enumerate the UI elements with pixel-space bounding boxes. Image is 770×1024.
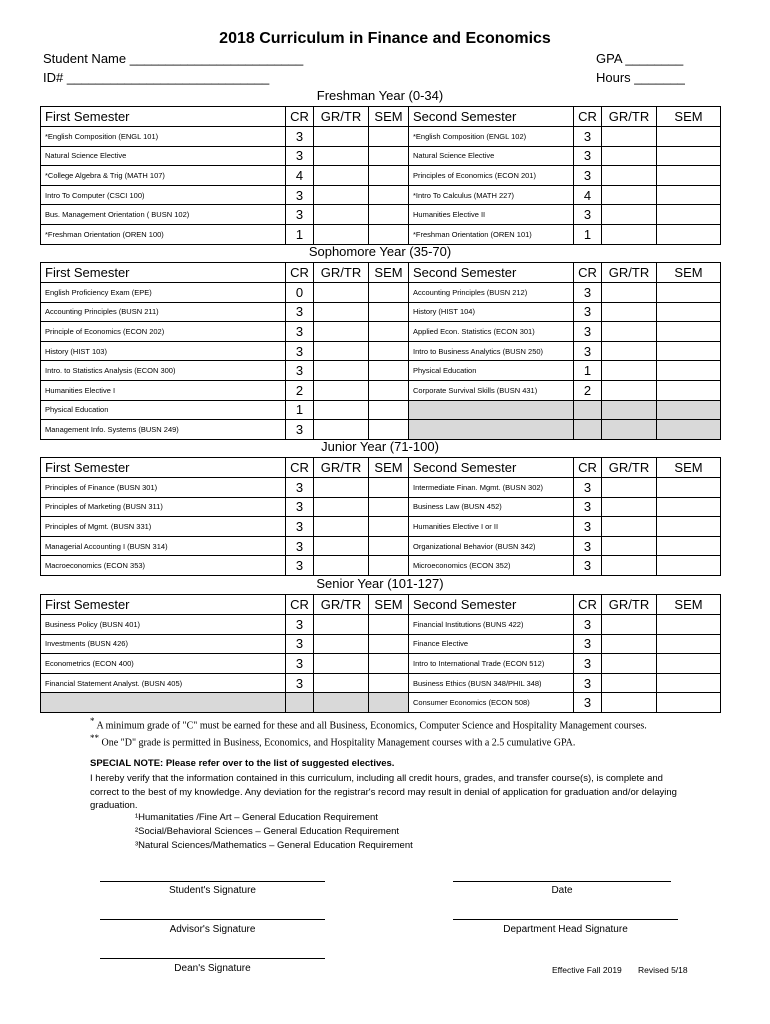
grade-cell[interactable] (602, 380, 657, 400)
credit-hours: 3 (574, 615, 602, 635)
grade-cell[interactable] (314, 478, 369, 498)
grade-cell[interactable] (314, 127, 369, 147)
credit-hours: 3 (286, 302, 314, 322)
credit-hours: 3 (574, 654, 602, 674)
cr-header: CR (574, 107, 602, 127)
credit-hours: 3 (286, 556, 314, 576)
sem-header: SEM (369, 263, 409, 283)
cr-header: CR (286, 107, 314, 127)
grade-cell[interactable] (314, 302, 369, 322)
credit-hours: 3 (286, 634, 314, 654)
grade-cell[interactable] (314, 283, 369, 303)
course-name: Microeconomics (ECON 352) (409, 556, 574, 576)
course-name: Intro. to Statistics Analysis (ECON 300) (41, 361, 286, 381)
semester-cell[interactable] (657, 361, 721, 381)
grade-cell[interactable] (314, 224, 369, 244)
sem-header: SEM (657, 595, 721, 615)
credit-hours: 1 (286, 400, 314, 420)
grade-cell[interactable] (314, 497, 369, 517)
footnote-humanities: ¹Humanitaties /Fine Art – General Education Requirement (135, 812, 378, 823)
semester-cell[interactable] (369, 420, 409, 440)
credit-hours (286, 693, 314, 713)
semester-cell[interactable] (369, 654, 409, 674)
grtr-header: GR/TR (314, 458, 369, 478)
dept-head-signature-label: Department Head Signature (503, 924, 628, 935)
semester-cell[interactable] (657, 673, 721, 693)
gpa-field[interactable]: GPA ________ (596, 51, 684, 66)
course-name: Finance Elective (409, 634, 574, 654)
credit-hours: 1 (574, 224, 602, 244)
cr-header: CR (286, 595, 314, 615)
semester-cell[interactable] (369, 185, 409, 205)
grade-cell[interactable] (314, 400, 369, 420)
table-row (41, 693, 721, 713)
course-name: Humanities Elective II (409, 205, 574, 225)
table-row (41, 556, 721, 576)
credit-hours (574, 420, 602, 440)
credit-hours: 1 (286, 224, 314, 244)
course-name (409, 420, 574, 440)
course-name: History (HIST 103) (41, 341, 286, 361)
course-name: Managerial Accounting I (BUSN 314) (41, 536, 286, 556)
revised-date: Revised 5/18 (638, 965, 688, 975)
hours-field[interactable]: Hours _______ (596, 70, 685, 85)
course-name: Corporate Survival Skills (BUSN 431) (409, 380, 574, 400)
course-name: Management Info. Systems (BUSN 249) (41, 420, 286, 440)
cr-header: CR (286, 458, 314, 478)
table-row (41, 302, 721, 322)
course-name: Principles of Mgmt. (BUSN 331) (41, 517, 286, 537)
credit-hours: 3 (286, 185, 314, 205)
semester-cell[interactable] (369, 400, 409, 420)
table-row (41, 536, 721, 556)
grade-cell[interactable] (602, 420, 657, 440)
footnote-social: ²Social/Behavioral Sciences – General Education Requirement (135, 826, 400, 837)
year-title-freshman: Freshman Year (0-34) (316, 88, 444, 103)
semester-cell[interactable] (369, 497, 409, 517)
course-name: Physical Education (41, 400, 286, 420)
course-name: Physical Education (409, 361, 574, 381)
grade-cell[interactable] (314, 185, 369, 205)
credit-hours: 2 (574, 380, 602, 400)
semester-cell[interactable] (657, 556, 721, 576)
grade-cell[interactable] (602, 693, 657, 713)
semester-cell[interactable] (657, 322, 721, 342)
credit-hours: 3 (286, 205, 314, 225)
course-name: Natural Science Elective (41, 146, 286, 166)
cr-header: CR (574, 458, 602, 478)
table-row (41, 205, 721, 225)
credit-hours: 3 (574, 673, 602, 693)
grade-cell[interactable] (314, 615, 369, 635)
course-name: Financial Institutions (BUNS 422) (409, 615, 574, 635)
semester-cell[interactable] (657, 341, 721, 361)
semester-table-sophomore (40, 262, 721, 440)
course-name: *English Composition (ENGL 102) (409, 127, 574, 147)
credit-hours: 3 (574, 166, 602, 186)
semester-cell[interactable] (657, 146, 721, 166)
table-row (41, 478, 721, 498)
credit-hours: 3 (574, 127, 602, 147)
table-row (41, 634, 721, 654)
grade-cell[interactable] (602, 673, 657, 693)
credit-hours: 3 (286, 420, 314, 440)
grade-cell[interactable] (314, 556, 369, 576)
semester-cell[interactable] (369, 634, 409, 654)
first-semester-header: First Semester (41, 263, 286, 283)
course-name: *Freshman Orientation (OREN 100) (41, 224, 286, 244)
semester-cell[interactable] (369, 556, 409, 576)
semester-cell[interactable] (369, 478, 409, 498)
semester-table-senior (40, 594, 721, 713)
grade-cell[interactable] (602, 146, 657, 166)
sem-header: SEM (657, 107, 721, 127)
table-row (41, 673, 721, 693)
credit-hours: 3 (574, 322, 602, 342)
date-label: Date (551, 885, 573, 896)
table-row (41, 146, 721, 166)
course-name: Macroeconomics (ECON 353) (41, 556, 286, 576)
advisor-signature-line[interactable] (100, 919, 325, 920)
credit-hours: 3 (574, 634, 602, 654)
credit-hours: 3 (286, 654, 314, 674)
id-field[interactable]: ID# ____________________________ (43, 70, 270, 85)
year-title-junior: Junior Year (71-100) (321, 439, 439, 454)
course-name: Business Ethics (BUSN 348/PHIL 348) (409, 673, 574, 693)
grade-cell[interactable] (314, 693, 369, 713)
semester-cell[interactable] (369, 166, 409, 186)
first-semester-header: First Semester (41, 458, 286, 478)
course-name: Accounting Principles (BUSN 212) (409, 283, 574, 303)
course-name: Natural Science Elective (409, 146, 574, 166)
semester-cell[interactable] (657, 185, 721, 205)
credit-hours: 3 (286, 341, 314, 361)
table-row (41, 185, 721, 205)
semester-cell[interactable] (657, 654, 721, 674)
semester-cell[interactable] (369, 224, 409, 244)
semester-cell[interactable] (369, 361, 409, 381)
table-row (41, 654, 721, 674)
table-row (41, 283, 721, 303)
semester-cell[interactable] (369, 205, 409, 225)
semester-cell[interactable] (369, 283, 409, 303)
semester-cell[interactable] (657, 420, 721, 440)
semester-cell[interactable] (657, 224, 721, 244)
credit-hours: 4 (286, 166, 314, 186)
credit-hours: 3 (574, 302, 602, 322)
table-row (41, 322, 721, 342)
grade-notes (90, 715, 690, 750)
table-row (41, 615, 721, 635)
sem-header: SEM (657, 263, 721, 283)
course-name: Investments (BUSN 426) (41, 634, 286, 654)
semester-cell[interactable] (657, 497, 721, 517)
year-title-sophomore: Sophomore Year (35-70) (308, 244, 452, 259)
course-name: English Proficiency Exam (EPE) (41, 283, 286, 303)
course-name: Intro To Computer (CSCI 100) (41, 185, 286, 205)
course-name: Principles of Economics (ECON 201) (409, 166, 574, 186)
grade-cell[interactable] (602, 224, 657, 244)
student-name-field[interactable]: Student Name ________________________ (43, 51, 304, 66)
credit-hours (574, 400, 602, 420)
double-star-mark: ** (90, 733, 99, 744)
grade-cell[interactable] (602, 283, 657, 303)
credit-hours: 3 (286, 146, 314, 166)
table-row (41, 400, 721, 420)
grade-cell[interactable] (602, 478, 657, 498)
course-name (41, 693, 286, 713)
course-name: Principles of Marketing (BUSN 311) (41, 497, 286, 517)
grade-cell[interactable] (314, 517, 369, 537)
semester-cell[interactable] (657, 536, 721, 556)
credit-hours: 3 (286, 517, 314, 537)
table-row (41, 341, 721, 361)
cr-header: CR (574, 263, 602, 283)
grade-cell[interactable] (602, 400, 657, 420)
credit-hours: 3 (574, 341, 602, 361)
second-semester-header: Second Semester (409, 107, 574, 127)
table-row (41, 380, 721, 400)
double-star-note: One "D" grade is permitted in Business, Economics, and Hospitality Management courses with a 2.5 cumulative GPA. (99, 737, 576, 749)
effective-date: Effective Fall 2019 (552, 965, 622, 975)
grade-cell[interactable] (314, 341, 369, 361)
grtr-header: GR/TR (314, 107, 369, 127)
grade-cell[interactable] (602, 205, 657, 225)
grade-cell[interactable] (602, 322, 657, 342)
credit-hours: 1 (574, 361, 602, 381)
course-name: Econometrics (ECON 400) (41, 654, 286, 674)
semester-cell[interactable] (657, 615, 721, 635)
course-name: Intro to International Trade (ECON 512) (409, 654, 574, 674)
table-row (41, 497, 721, 517)
grade-cell[interactable] (314, 322, 369, 342)
table-row (41, 127, 721, 147)
semester-cell[interactable] (657, 166, 721, 186)
grade-cell[interactable] (602, 556, 657, 576)
semester-cell[interactable] (369, 693, 409, 713)
course-name: Business Law (BUSN 452) (409, 497, 574, 517)
grtr-header: GR/TR (314, 595, 369, 615)
grtr-header: GR/TR (602, 458, 657, 478)
semester-cell[interactable] (369, 341, 409, 361)
year-title-senior: Senior Year (101-127) (316, 576, 444, 591)
course-name: Financial Statement Analyst. (BUSN 405) (41, 673, 286, 693)
grade-cell[interactable] (602, 166, 657, 186)
grade-cell[interactable] (602, 302, 657, 322)
course-name: Business Policy (BUSN 401) (41, 615, 286, 635)
course-name: Humanities Elective I or II (409, 517, 574, 537)
table-row (41, 224, 721, 244)
course-name: *Freshman Orientation (OREN 101) (409, 224, 574, 244)
credit-hours: 3 (574, 283, 602, 303)
grade-cell[interactable] (602, 634, 657, 654)
credit-hours: 3 (286, 322, 314, 342)
first-semester-header: First Semester (41, 107, 286, 127)
cr-header: CR (574, 595, 602, 615)
semester-cell[interactable] (657, 400, 721, 420)
semester-cell[interactable] (657, 205, 721, 225)
credit-hours: 3 (286, 615, 314, 635)
sem-header: SEM (369, 107, 409, 127)
course-name: *English Composition (ENGL 101) (41, 127, 286, 147)
grade-cell[interactable] (602, 185, 657, 205)
grade-cell[interactable] (602, 361, 657, 381)
semester-cell[interactable] (369, 615, 409, 635)
footnote-natural: ³Natural Sciences/Mathematics – General Education Requirement (135, 840, 413, 851)
semester-cell[interactable] (657, 380, 721, 400)
date-line[interactable] (453, 881, 671, 882)
semester-table-freshman (40, 106, 721, 245)
special-note: SPECIAL NOTE: Please refer over to the list of suggested electives. (90, 758, 395, 769)
semester-cell[interactable] (369, 322, 409, 342)
semester-cell[interactable] (369, 146, 409, 166)
credit-hours: 3 (574, 693, 602, 713)
grade-cell[interactable] (314, 673, 369, 693)
credit-hours: 4 (574, 185, 602, 205)
credit-hours: 0 (286, 283, 314, 303)
table-row (41, 420, 721, 440)
document-title: 2018 Curriculum in Finance and Economics (219, 30, 551, 47)
semester-cell[interactable] (657, 634, 721, 654)
course-name: Principle of Economics (ECON 202) (41, 322, 286, 342)
course-name: Accounting Principles (BUSN 211) (41, 302, 286, 322)
semester-table-junior (40, 457, 721, 576)
grade-cell[interactable] (602, 497, 657, 517)
sem-header: SEM (369, 595, 409, 615)
semester-cell[interactable] (369, 536, 409, 556)
semester-cell[interactable] (657, 478, 721, 498)
sem-header: SEM (657, 458, 721, 478)
grade-cell[interactable] (602, 654, 657, 674)
second-semester-header: Second Semester (409, 458, 574, 478)
table-row (41, 517, 721, 537)
grade-cell[interactable] (314, 654, 369, 674)
grade-cell[interactable] (602, 127, 657, 147)
second-semester-header: Second Semester (409, 263, 574, 283)
semester-cell[interactable] (657, 517, 721, 537)
star-mark: * (90, 716, 95, 726)
grade-cell[interactable] (314, 361, 369, 381)
star-note: A minimum grade of "C" must be earned for these and all Business, Economics, Computer Science and Hospitality Management courses. (94, 720, 647, 732)
semester-cell[interactable] (657, 127, 721, 147)
grade-cell[interactable] (314, 380, 369, 400)
grade-cell[interactable] (314, 420, 369, 440)
semester-cell[interactable] (657, 302, 721, 322)
course-name: Intermediate Finan. Mgmt. (BUSN 302) (409, 478, 574, 498)
dept-head-signature-line[interactable] (453, 919, 678, 920)
grade-cell[interactable] (314, 634, 369, 654)
course-name: Intro to Business Analytics (BUSN 250) (409, 341, 574, 361)
dean-signature-line[interactable] (100, 958, 325, 959)
semester-cell[interactable] (369, 302, 409, 322)
credit-hours: 3 (286, 497, 314, 517)
course-name: Organizational Behavior (BUSN 342) (409, 536, 574, 556)
semester-cell[interactable] (369, 673, 409, 693)
cr-header: CR (286, 263, 314, 283)
grade-cell[interactable] (602, 615, 657, 635)
grade-cell[interactable] (314, 205, 369, 225)
course-name: *College Algebra & Trig (MATH 107) (41, 166, 286, 186)
course-name: History (HIST 104) (409, 302, 574, 322)
grade-cell[interactable] (314, 536, 369, 556)
credit-hours: 3 (574, 536, 602, 556)
semester-cell[interactable] (657, 283, 721, 303)
grade-cell[interactable] (602, 341, 657, 361)
grtr-header: GR/TR (602, 263, 657, 283)
table-row (41, 166, 721, 186)
credit-hours: 3 (286, 127, 314, 147)
student-signature-line[interactable] (100, 881, 325, 882)
grade-cell[interactable] (602, 517, 657, 537)
course-name: Principles of Finance (BUSN 301) (41, 478, 286, 498)
course-name (409, 400, 574, 420)
grade-cell[interactable] (314, 146, 369, 166)
semester-cell[interactable] (657, 693, 721, 713)
semester-cell[interactable] (369, 517, 409, 537)
grtr-header: GR/TR (314, 263, 369, 283)
credit-hours: 3 (574, 556, 602, 576)
grtr-header: GR/TR (602, 595, 657, 615)
credit-hours: 3 (286, 673, 314, 693)
table-row (41, 361, 721, 381)
credit-hours: 3 (286, 536, 314, 556)
credit-hours: 3 (286, 361, 314, 381)
course-name: Bus. Management Orientation ( BUSN 102) (41, 205, 286, 225)
credit-hours: 3 (286, 478, 314, 498)
credit-hours: 3 (574, 497, 602, 517)
credit-hours: 2 (286, 380, 314, 400)
credit-hours: 3 (574, 517, 602, 537)
verification-statement: I hereby verify that the information contained in this curriculum, including all credit hours, grades, and transfer course(s), is complete and correct to the best of my knowledge. Any deviation for the registrar's record may result in denial of application for graduation and/or delaying graduation. (90, 773, 677, 811)
student-signature-label: Student's Signature (169, 885, 256, 896)
grtr-header: GR/TR (602, 107, 657, 127)
course-name: Consumer Economics (ECON 508) (409, 693, 574, 713)
course-name: Applied Econ. Statistics (ECON 301) (409, 322, 574, 342)
credit-hours: 3 (574, 146, 602, 166)
dean-signature-label: Dean's Signature (174, 963, 251, 974)
course-name: *Intro To Calculus (MATH 227) (409, 185, 574, 205)
grade-cell[interactable] (314, 166, 369, 186)
credit-hours: 3 (574, 478, 602, 498)
semester-cell[interactable] (369, 380, 409, 400)
advisor-signature-label: Advisor's Signature (169, 924, 256, 935)
credit-hours: 3 (574, 205, 602, 225)
semester-cell[interactable] (369, 127, 409, 147)
course-name: Humanities Elective I (41, 380, 286, 400)
second-semester-header: Second Semester (409, 595, 574, 615)
first-semester-header: First Semester (41, 595, 286, 615)
grade-cell[interactable] (602, 536, 657, 556)
sem-header: SEM (369, 458, 409, 478)
